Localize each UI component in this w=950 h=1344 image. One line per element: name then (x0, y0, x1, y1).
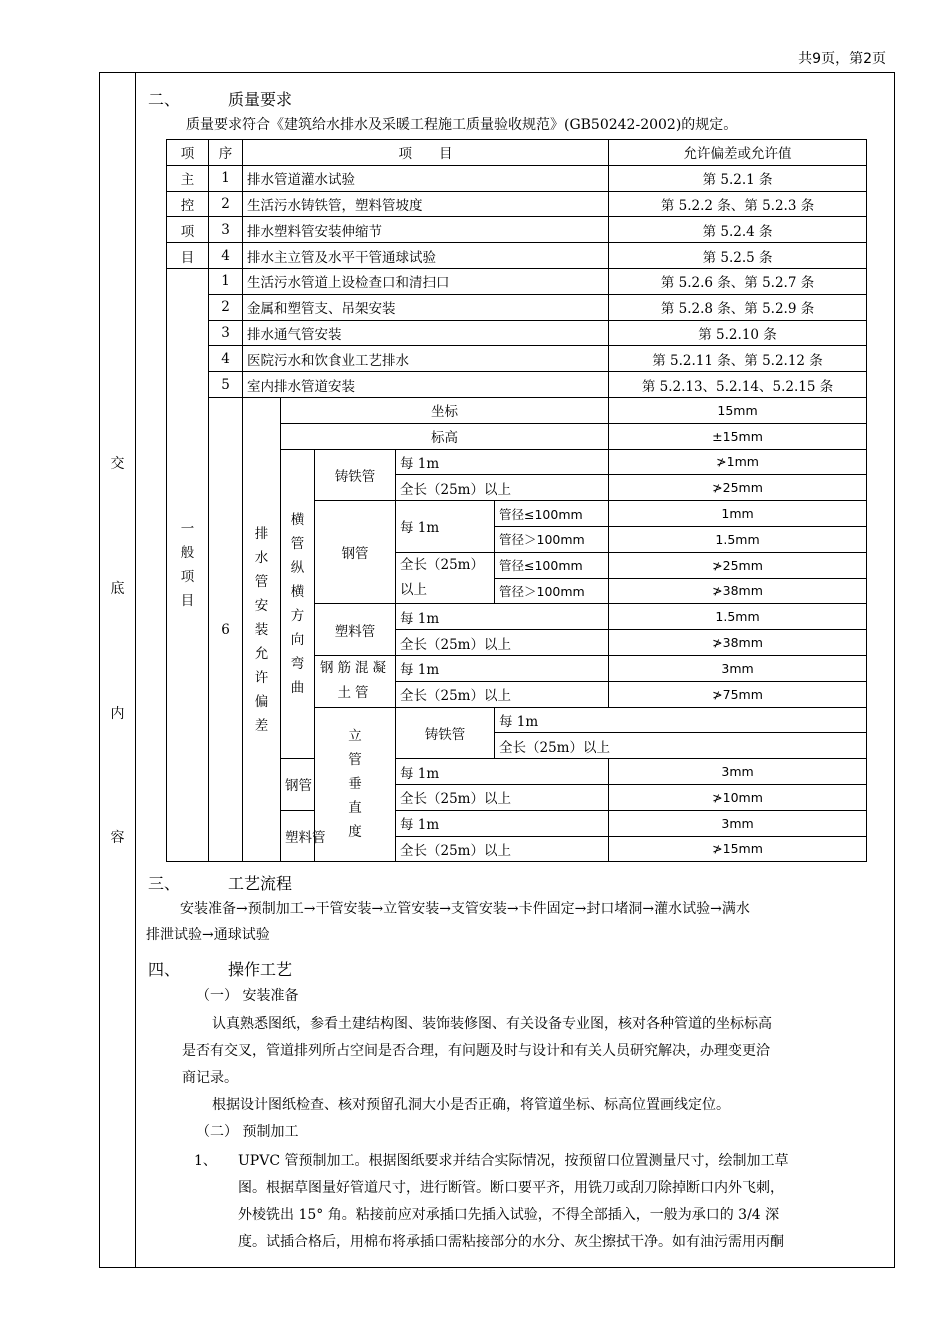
diameter-cell: 管径≤100mm (495, 501, 609, 527)
value-cell: ≯38mm (609, 630, 867, 656)
item-cell: 生活污水铸铁管，塑料管坡度 (243, 191, 609, 217)
measure-cell: 全长（25m）以上 (396, 475, 609, 501)
seq-cell: 6 (209, 397, 243, 861)
pipe-type-cell: 塑料管 (281, 810, 315, 862)
pipe-type-cell: 钢管 (281, 759, 315, 811)
diameter-cell: 管径＞100mm (495, 578, 609, 604)
paragraph-line: 外棱铣出 15° 角。粘接前应对承插口先插入试验，不得全部插入，一般为承口的 3/4 深 (238, 1207, 780, 1223)
measure-cell: 每 1m (396, 759, 609, 785)
left-label-char: 交 (110, 456, 125, 472)
header-cell: 项 目 (243, 140, 609, 166)
value-cell: 1mm (609, 501, 867, 527)
main-label-cell: 控 (167, 191, 209, 217)
header-cell: 序 (209, 140, 243, 166)
item-cell: 金属和塑管支、吊架安装 (243, 294, 609, 320)
value-cell: 3mm (609, 759, 867, 785)
value-cell: 第 5.2.13、5.2.14、5.2.15 条 (609, 372, 867, 398)
section-2-intro: 质量要求符合《建筑给水排水及采暖工程施工质量验收规范》(GB50242-2002)的规定。 (186, 117, 738, 133)
pipe-type-cell: 铸铁管 (396, 707, 495, 759)
header-cell: 项 (167, 140, 209, 166)
value-cell: 1.5mm (609, 604, 867, 630)
seq-cell: 4 (209, 243, 243, 269)
measure-cell: 全长（25m）以上 (396, 681, 609, 707)
value-cell: 3mm (609, 655, 867, 681)
pipe-type-cell: 塑料管 (315, 604, 396, 656)
paragraph-line: 根据设计图纸检查、核对预留孔洞大小是否正确，将管道坐标、标高位置画线定位。 (212, 1097, 730, 1113)
left-label-char: 容 (110, 830, 125, 846)
seq-cell: 5 (209, 372, 243, 398)
main-label-cell: 主 (167, 165, 209, 191)
value-cell: ≯10mm (609, 784, 867, 810)
paragraph-line: 认真熟悉图纸，参看土建结构图、装饰装修图、有关设备专业图，核对各种管道的坐标标高 (212, 1016, 772, 1032)
table-row (167, 346, 867, 372)
row6-label-cell: 排 水 管 安 装 允 许 偏 差 (243, 397, 281, 861)
header-cell: 允许偏差或允许值 (609, 140, 867, 166)
table-row (167, 191, 867, 217)
measure-cell: 全长（25m）以上 (495, 733, 867, 759)
value-cell: ≯25mm (609, 552, 867, 578)
paragraph-line: 是否有交叉，管道排列所占空间是否合理，有问题及时与设计和有关人员研究解决，办理变更洽 (182, 1043, 770, 1059)
subsection-2-heading: （二） 预制加工 (196, 1124, 299, 1140)
main-label-cell: 目 (167, 243, 209, 269)
table-row (167, 268, 867, 294)
value-cell: 第 5.2.5 条 (609, 243, 867, 269)
seq-cell: 3 (209, 217, 243, 243)
coord-label-cell: 坐标 (281, 397, 609, 423)
elev-label-cell: 标高 (281, 423, 609, 449)
seq-cell: 1 (209, 268, 243, 294)
item-cell: 排水通气管安装 (243, 320, 609, 346)
measure-cell: 全长（25m）以上 (396, 784, 609, 810)
value-cell: ≯75mm (609, 681, 867, 707)
process-flow-line1: 安装准备→预制加工→干管安装→立管安装→支管安装→卡件固定→封口堵洞→灌水试验→满水 (180, 901, 750, 917)
seq-cell: 2 (209, 294, 243, 320)
item-cell: 医院污水和饮食业工艺排水 (243, 346, 609, 372)
measure-cell: 每 1m (396, 501, 495, 553)
pipe-type-cell: 钢管 (315, 501, 396, 604)
measure-cell: 每 1m (396, 449, 609, 475)
item-cell: 生活污水管道上设检查口和清扫口 (243, 268, 609, 294)
measure-cell: 全长（25m）以上 (396, 836, 609, 862)
item-cell: 排水管道灌水试验 (243, 165, 609, 191)
item-cell: 室内排水管道安装 (243, 372, 609, 398)
section-3-heading: 三、 工艺流程 (148, 874, 293, 893)
left-label-char: 内 (110, 706, 125, 722)
diameter-cell: 管径＞100mm (495, 526, 609, 552)
table-row (167, 320, 867, 346)
table-row (167, 243, 867, 269)
paragraph-line: 图。根据草图量好管道尺寸，进行断管。断口要平齐，用铣刀或刮刀除掉断口内外飞刺， (238, 1180, 784, 1196)
table-row (167, 217, 867, 243)
paragraph-line: 度。试插合格后，用棉布将承插口需粘接部分的水分、灰尘擦拭干净。如有油污需用丙酮 (238, 1234, 784, 1250)
table-row (167, 372, 867, 398)
measure-cell: 每 1m (396, 655, 609, 681)
main-label-cell: 项 (167, 217, 209, 243)
horizontal-label-cell: 横 管 纵 横 方 向 弯 曲 (281, 449, 315, 759)
left-label-char: 底 (110, 581, 125, 597)
diameter-cell: 管径≤100mm (495, 552, 609, 578)
paragraph-line: 商记录。 (182, 1070, 238, 1086)
value-cell: ±15mm (609, 423, 867, 449)
value-cell: ≯1mm (609, 449, 867, 475)
section-4-heading: 四、 操作工艺 (148, 960, 293, 979)
value-cell: 3mm (609, 810, 867, 836)
value-cell: ≯25mm (609, 475, 867, 501)
table-row (167, 397, 867, 423)
pipe-type-cell: 铸铁管 (315, 449, 396, 501)
measure-cell: 全长（25m） 以上 (396, 552, 495, 604)
seq-cell: 2 (209, 191, 243, 217)
document-frame (99, 72, 895, 1268)
value-cell: 1.5mm (609, 526, 867, 552)
process-flow-line2: 排泄试验→通球试验 (146, 927, 270, 943)
quality-table (166, 139, 867, 862)
value-cell: 第 5.2.4 条 (609, 217, 867, 243)
measure-cell: 全长（25m）以上 (396, 630, 609, 656)
seq-cell: 4 (209, 346, 243, 372)
measure-cell: 每 1m (495, 707, 867, 733)
table-header-row (167, 140, 867, 166)
value-cell: ≯38mm (609, 578, 867, 604)
main-content (136, 73, 894, 1267)
page-number: 共9页，第2页 (798, 51, 886, 67)
value-cell: 第 5.2.8 条、第 5.2.9 条 (609, 294, 867, 320)
value-cell: 第 5.2.11 条、第 5.2.12 条 (609, 346, 867, 372)
pipe-type-cell: 钢筋混凝土管 (315, 655, 396, 707)
value-cell: 第 5.2.1 条 (609, 165, 867, 191)
section-2-heading: 二、 质量要求 (148, 90, 293, 109)
value-cell: 第 5.2.6 条、第 5.2.7 条 (609, 268, 867, 294)
list-item-number: 1、 (194, 1153, 217, 1169)
paragraph-line: UPVC 管预制加工。根据图纸要求并结合实际情况，按预留口位置测量尺寸，绘制加工草 (238, 1153, 789, 1169)
table-row (167, 294, 867, 320)
seq-cell: 3 (209, 320, 243, 346)
left-label-column (100, 73, 136, 1267)
value-cell: 第 5.2.2 条、第 5.2.3 条 (609, 191, 867, 217)
measure-cell: 每 1m (396, 604, 609, 630)
vertical-label-cell: 立 管 垂 直 度 (315, 707, 396, 862)
value-cell: 第 5.2.10 条 (609, 320, 867, 346)
table-row (167, 165, 867, 191)
general-label-cell: 一 般 项 目 (167, 268, 209, 861)
item-cell: 排水塑料管安装伸缩节 (243, 217, 609, 243)
value-cell: 15mm (609, 397, 867, 423)
item-cell: 排水主立管及水平干管通球试验 (243, 243, 609, 269)
value-cell: ≯15mm (609, 836, 867, 862)
seq-cell: 1 (209, 165, 243, 191)
measure-cell: 每 1m (396, 810, 609, 836)
subsection-1-heading: （一） 安装准备 (196, 988, 299, 1004)
